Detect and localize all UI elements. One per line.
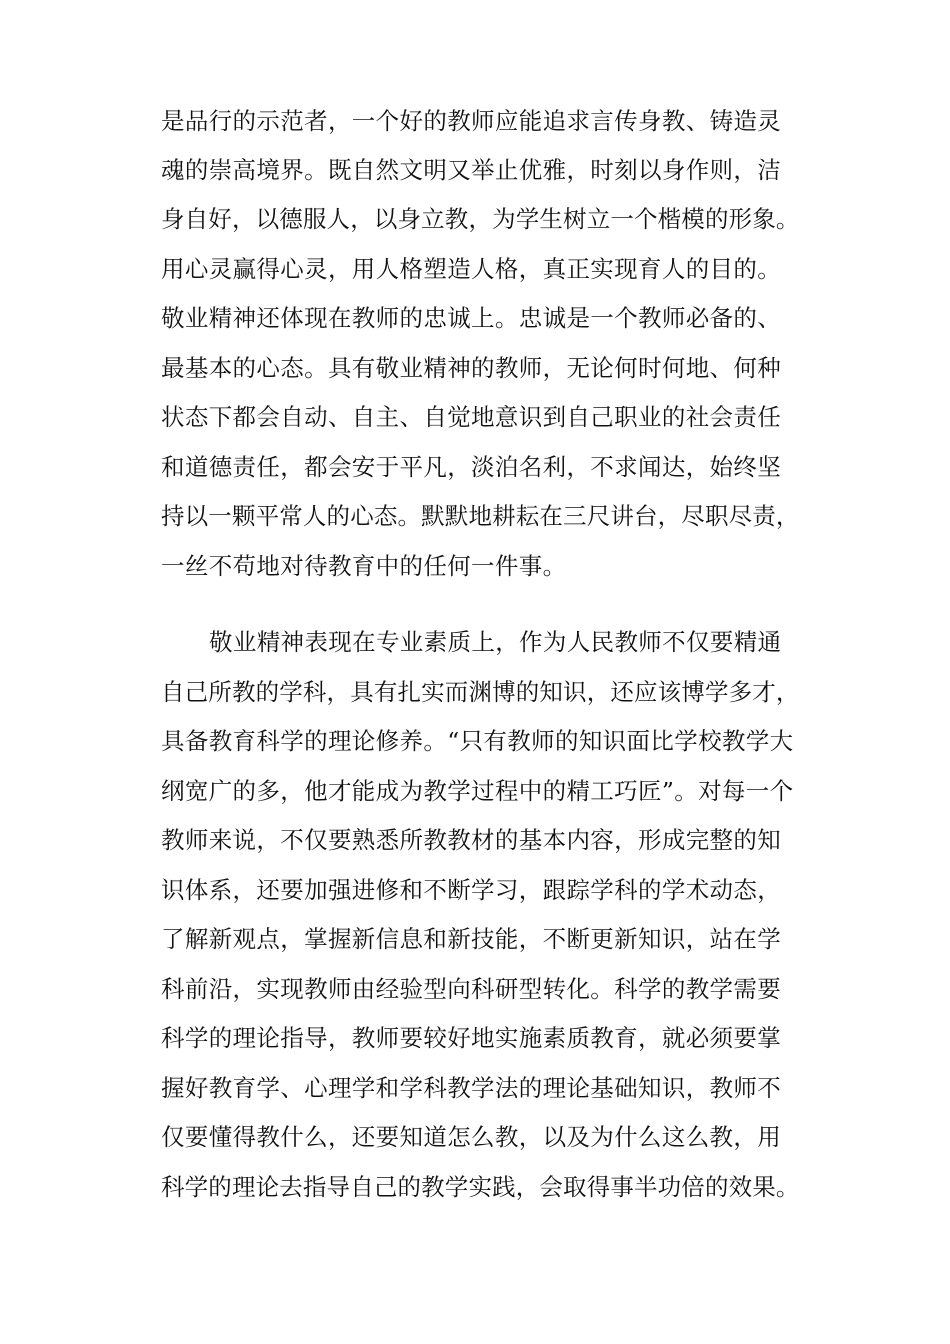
paragraph-2-line-5: 教师来说，不仅要熟悉所教教材的基本内容，形成完整的知 bbox=[161, 826, 782, 854]
paragraph-2-line-10: 握好教育学、心理学和学科教学法的理论基础知识，教师不 bbox=[161, 1074, 782, 1102]
paragraph-2-line-7: 了解新观点，掌握新信息和新技能，不断更新知识，站在学 bbox=[161, 925, 782, 953]
paragraph-2-line-9: 科学的理论指导，教师要较好地实施素质教育，就必须要掌 bbox=[161, 1024, 782, 1052]
paragraph-2-line-12: 科学的理论去指导自己的教学实践，会取得事半功倍的效果。 bbox=[161, 1173, 800, 1201]
paragraph-1-line-4: 用心灵赢得心灵，用人格塑造人格，真正实现育人的目的。 bbox=[161, 255, 782, 283]
paragraph-1-line-5: 敬业精神还体现在教师的忠诚上。忠诚是一个教师必备的、 bbox=[161, 304, 782, 332]
paragraph-2-line-8: 科前沿，实现教师由经验型向科研型转化。科学的教学需要 bbox=[161, 975, 782, 1003]
paragraph-1-line-3: 身自好，以德服人，以身立教，为学生树立一个楷模的形象。 bbox=[161, 205, 800, 233]
paragraph-1-line-9: 持以一颗平常人的心态。默默地耕耘在三尺讲台，尽职尽责， bbox=[161, 502, 800, 530]
paragraph-2-line-2: 自己所教的学科，具有扎实而渊博的知识，还应该博学多才， bbox=[161, 678, 800, 706]
paragraph-1-line-10: 一丝不苟地对待教育中的任何一件事。 bbox=[161, 552, 567, 580]
paragraph-2-line-6: 识体系，还要加强进修和不断学习，跟踪学科的学术动态， bbox=[161, 876, 782, 904]
paragraph-2-line-3: 具备教育科学的理论修养。“只有教师的知识面比学校教学大 bbox=[161, 727, 794, 755]
paragraph-1-line-7: 状态下都会自动、自主、自觉地意识到自己职业的社会责任 bbox=[161, 403, 782, 431]
paragraph-1-line-6: 最基本的心态。具有敬业精神的教师，无论何时何地、何种 bbox=[161, 354, 782, 382]
paragraph-1-line-8: 和道德责任，都会安于平凡，淡泊名利，不求闻达，始终坚 bbox=[161, 453, 782, 481]
paragraph-2-line-4: 纲宽广的多，他才能成为教学过程中的精工巧匠”。对每一个 bbox=[161, 777, 794, 805]
paragraph-2-line-1: 敬业精神表现在专业素质上，作为人民教师不仅要精通 bbox=[209, 628, 782, 656]
paragraph-2-line-11: 仅要懂得教什么，还要知道怎么教，以及为什么这么教，用 bbox=[161, 1123, 782, 1151]
paragraph-1-line-2: 魂的崇高境界。既自然文明又举止优雅，时刻以身作则，洁 bbox=[161, 156, 782, 184]
paragraph-1-line-1: 是品行的示范者，一个好的教师应能追求言传身教、铸造灵 bbox=[161, 107, 782, 135]
